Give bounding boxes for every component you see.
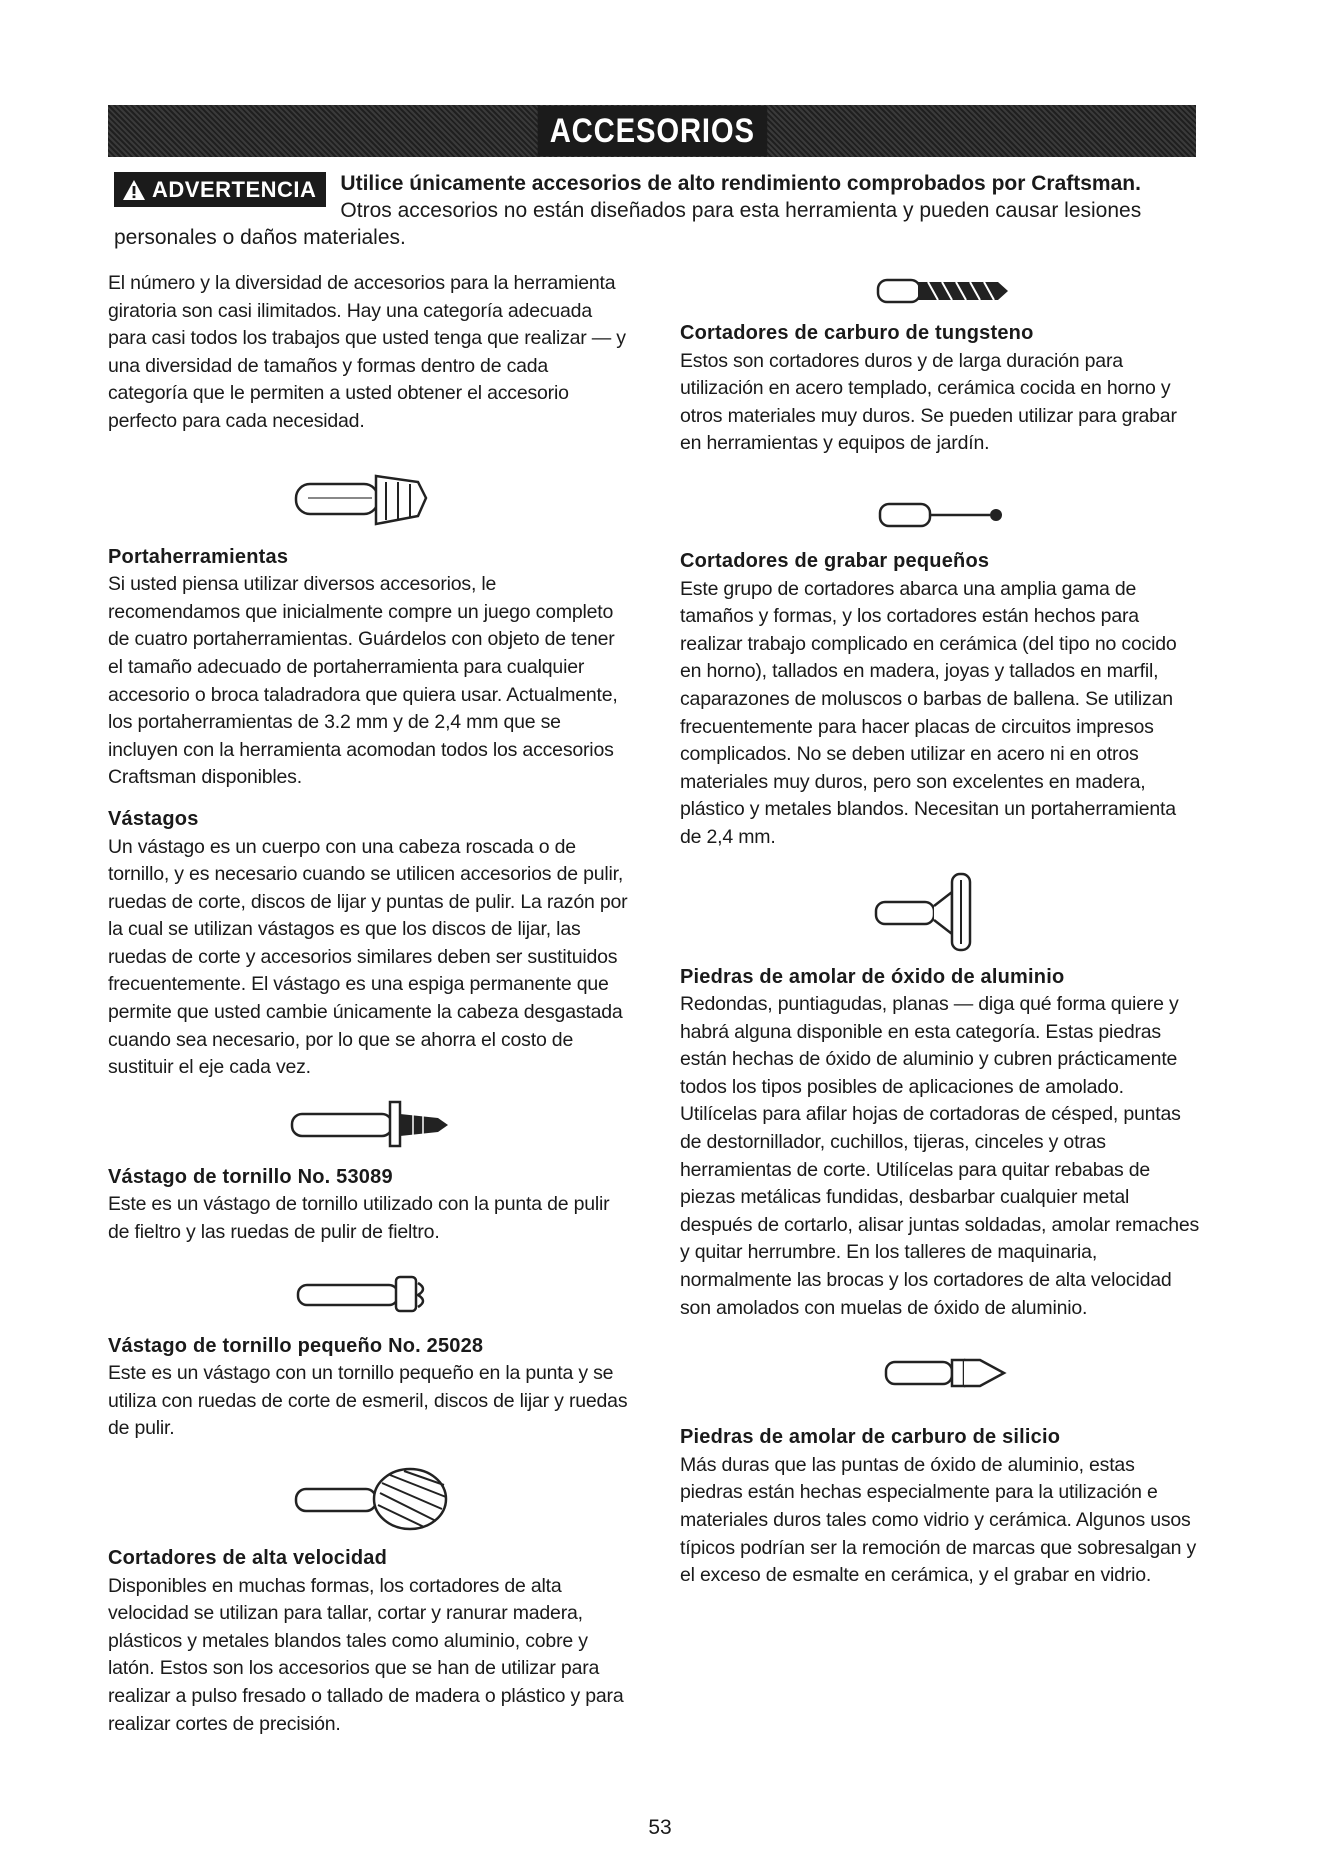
high-speed-cutter-icon <box>268 1463 468 1533</box>
section-body-silicon-carbide: Más duras que las puntas de óxido de aluminio, estas piedras están hechas especialmente para la utilización e materiales duros tales como vidrio y cerámica. Algunos usos típicos podrían ser la remoción de marcas que sobresalgan y el exceso de esmalte en cerámica, y el grabar en vidrio. <box>680 1453 1197 1587</box>
section-body-collets: Si usted piensa utilizar diversos accesorios, le recomendamos que inicialmente compre un juego completo de cuatro portaherramientas. Guárdelos con objeto de tener el tamaño adecuado de portaherramienta para cualquier accesorio o broca taladradora que quiera usar. Actualmente, los portaherramientas de 3.2 mm y de 2,4 mm que se incluyen con la herramienta acomodan todos los accesorios Craftsman disponibles. <box>108 573 618 789</box>
section-title-mandrels: Vástagos <box>108 807 199 830</box>
section-title-high-speed-cutters: Cortadores de alta velocidad <box>108 1547 388 1569</box>
page-title: ACCESORIOS <box>537 106 766 156</box>
left-column <box>108 270 628 1738</box>
section-body-aluminum-oxide: Redondas, puntiagudas, planas — diga qué forma quiere y habrá alguna disponible en esta categoría. Estas piedras están hechas de óxido de aluminio y cubren prácticamente todos los tipos posibles de aplicaciones de amolado. Utilícelas para afilar hojas de cortadoras de césped, puntas de destornillador, cuchillos, tijeras, cinceles y otras herramientas de corte. Utilícelas para quitar rebabas de piezas metálicas fundidas, desbarbar cualquier metal después de cortarlo, alisar juntas soldadas, amolar remaches y quitar herrumbre. En los talleres de maquinaria, normalmente las brocas y los cortadores de alta velocidad son amolados con muelas de óxido de aluminio. <box>680 993 1200 1319</box>
silicon-carbide-stone-icon <box>840 1352 1040 1392</box>
page-number: 53 <box>648 1816 672 1839</box>
warning-text: Otros accesorios no están diseñados para esta herramienta y pueden causar lesiones personales o daños materiales. <box>114 199 1142 249</box>
tungsten-carbide-cutter-icon <box>840 270 1040 310</box>
section-body-engraving-cutters: Este grupo de cortadores abarca una amplia gama de tamaños y formas, y los cortadores están hechos para realizar trabajo complicado en cerámica (del tipo no cocido en horno), tallados en madera, joyas y tallados en marfil, caparazones de moluscos o barbas de ballena. Se utilizan frecuentemente para hacer placas de circuitos impresos complicados. No se deben utilizar en acero ni en otros materiales muy duros, pero son excelentes en madera, plástico y metales blandos. Necesitan un portaherramienta de 2,4 mm. <box>680 577 1177 848</box>
section-body-small-screw-mandrel: Este es un vástago con un tornillo pequeño en la punta y se utiliza con ruedas de corte de esmeril, discos de lijar y ruedas de pulir. <box>108 1362 628 1440</box>
small-screw-mandrel-icon <box>268 1269 468 1319</box>
section-title-aluminum-oxide: Piedras de amolar de óxido de aluminio <box>680 965 1065 988</box>
section-body-tungsten-carbide: Estos son cortadores duros y de larga duración para utilización en acero templado, cerámica cocida en horno y otros materiales muy duros. Se pueden utilizar para grabar en herramientas y equipos de jardín. <box>680 349 1177 455</box>
section-title-silicon-carbide: Piedras de amolar de carburo de silicio <box>680 1426 1061 1449</box>
section-title-small-screw-mandrel: Vástago de tornillo pequeño No. 25028 <box>108 1334 484 1357</box>
screw-mandrel-icon <box>268 1096 468 1150</box>
section-title-collets: Portaherramientas <box>108 545 289 568</box>
intro-paragraph: El número y la diversidad de accesorios para la herramienta giratoria son casi ilimitados. Hay una categoría adecuada para casi todos los trabajos que usted tenga que realizar — y una diversidad de tamaños y formas dentro de cada categoría que le permiten a usted obtener el accesorio perfecto para cada necesidad. <box>108 272 626 432</box>
section-title-screw-mandrel: Vástago de tornillo No. 53089 <box>108 1165 393 1188</box>
section-body-screw-mandrel: Este es un vástago de tornillo utilizado con la punta de pulir de fieltro y las ruedas de pulir de fieltro. <box>108 1193 610 1244</box>
section-body-mandrels: Un vástago es un cuerpo con una cabeza roscada o de tornillo, y es necesario cuando se utilicen accesorios de pulir, ruedas de corte, discos de lijar y puntas de pulir. La razón por la cual se utilizan vástagos es que los discos de lijar, las ruedas de corte y accesorios similares deben ser sustituidos frecuentemente. El vástago es una espiga permanente que permite que usted cambie únicamente la cabeza desgastada cuando sea necesario, por lo que se ahorra el costo de sustituir el eje cada vez. <box>108 835 628 1079</box>
warning-bold-text: Utilice únicamente accesorios de alto rendimiento comprobados por Craftsman. <box>340 172 1141 195</box>
header-banner <box>108 105 1196 157</box>
warning-badge-label: ADVERTENCIA <box>152 177 317 202</box>
warning-badge <box>114 172 326 207</box>
engraving-cutter-icon <box>840 494 1040 534</box>
warning-block <box>114 170 1194 251</box>
aluminum-oxide-stone-icon <box>840 870 1040 954</box>
right-column <box>680 270 1200 1590</box>
section-title-tungsten-carbide: Cortadores de carburo de tungsteno <box>680 322 1034 344</box>
warning-triangle-icon <box>122 179 146 201</box>
section-body-high-speed-cutters: Disponibles en muchas formas, los cortadores de alta velocidad se utilizan para tallar, cortar y ranurar madera, plásticos y metales blandos tales como aluminio, cobre y latón. Estos son los accesorios que se han de utilizar para realizar a pulso fresado o tallado de madera o plástico y para realizar cortes de precisión. <box>108 1574 624 1735</box>
collet-icon <box>268 462 468 534</box>
section-title-engraving-cutters: Cortadores de grabar pequeños <box>680 549 990 572</box>
